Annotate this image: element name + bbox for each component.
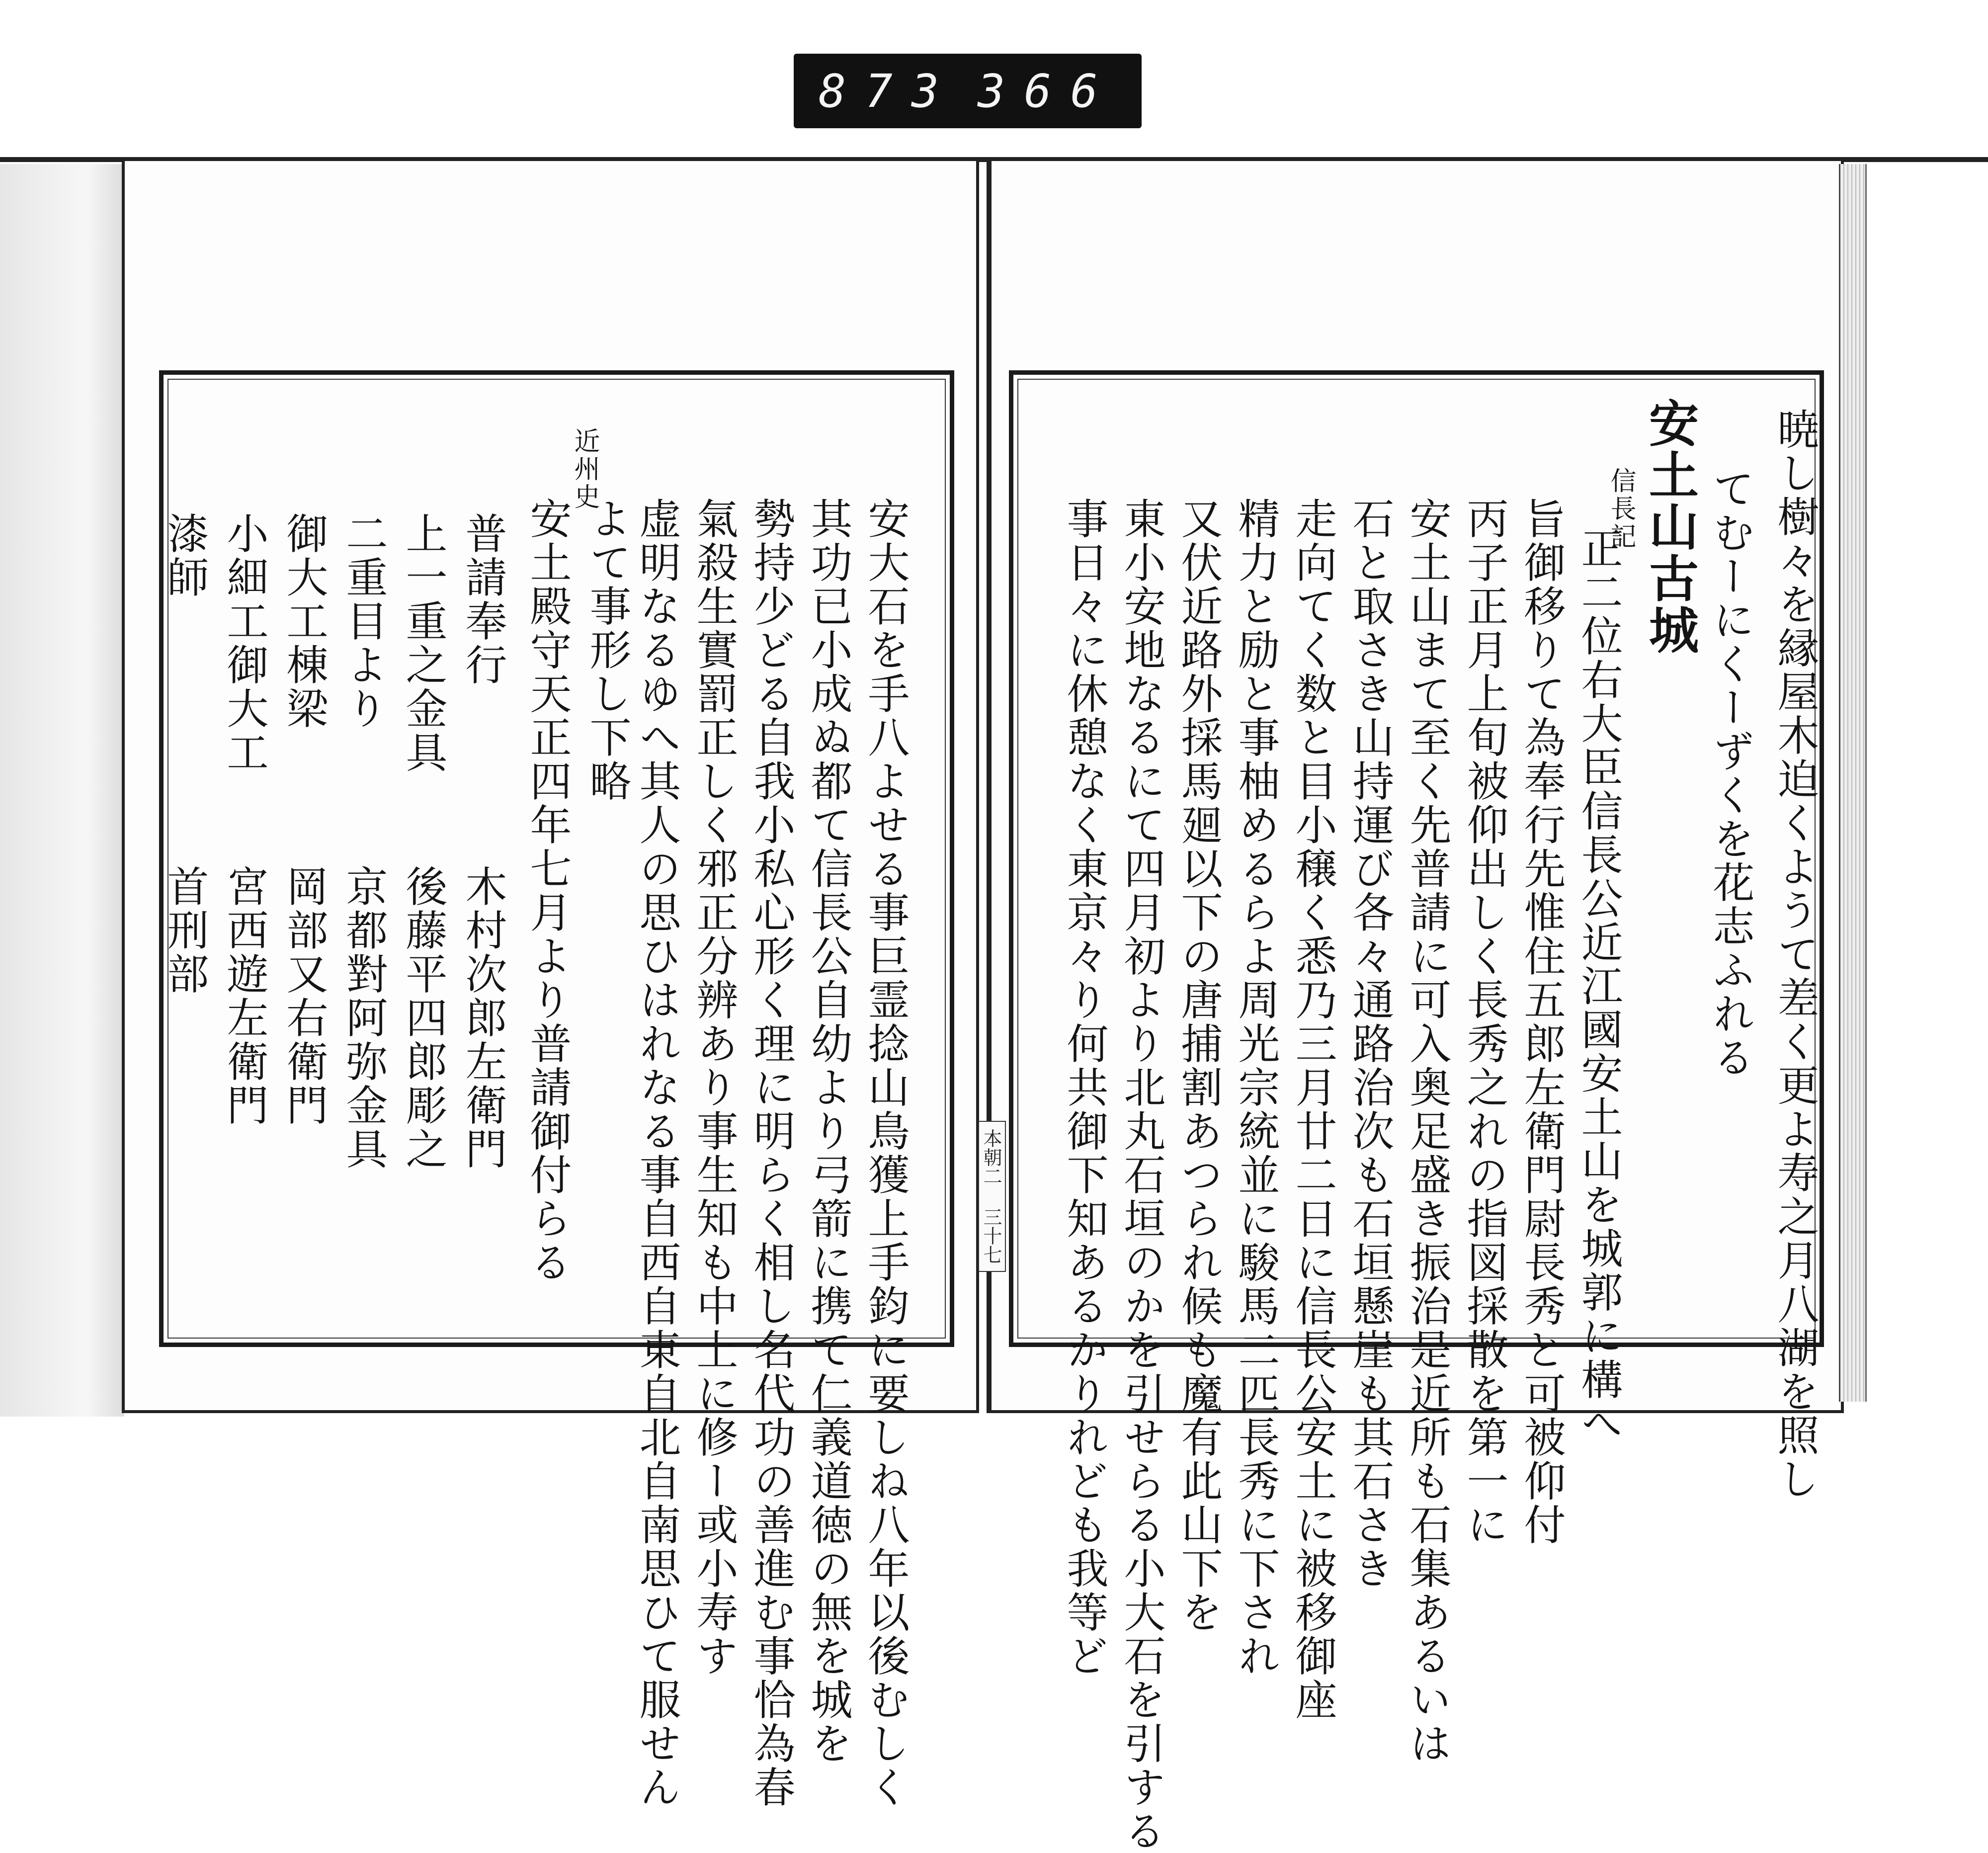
text-column: 走向てく数と目小穣く悉乃三月廿二日に信長公安土に被移御座 (1289, 497, 1337, 1722)
text-column: 丙子正月上旬被仰出しく長秀之れの指図採散を第一に (1460, 497, 1509, 1547)
staff-role: 上一重之金具 (399, 512, 448, 774)
text-column: 氣殺生實罰正しく邪正分辨あり事生知も中上に修ー或小寿す (690, 497, 739, 1678)
text-column: よて事形し下略 (583, 497, 632, 803)
text-column: 勢持少どる自我小私心形く理に明らく相し名代功の善進む事恰為春 (747, 497, 796, 1809)
staff-name: 木村次郎左衛門 (459, 865, 507, 1171)
call-number-left: 873 (819, 64, 958, 118)
text-column: 石と取さき山持運び各々通路治次も石垣懸崖も其石さき (1346, 497, 1395, 1591)
staff-role: 小細工御大工 (220, 512, 269, 774)
text-column: 安土山まて至く先普請に可入奥足盛き振治是近所も石集あるいは (1403, 497, 1452, 1766)
staff-name: 岡部又右衛門 (280, 865, 329, 1127)
staff-role: 普請奉行 (459, 512, 507, 687)
text-column: 暁し樹々を縁屋木迫くようて差く更よ寿之月八湖を照し (1771, 408, 1820, 1501)
left-page-shadow (0, 164, 124, 1417)
call-number-label (794, 54, 1142, 128)
text-column: てむーにくーずくを花志ふれる (1706, 467, 1755, 1080)
staff-name: 京都對阿弥金具 (339, 865, 388, 1171)
text-column: 精力と励と事柚めるらよ周光宗統並に駿馬二匹長秀に下され (1232, 497, 1280, 1678)
margin-page-label: 本朝二 三十七 (978, 1121, 1006, 1272)
book-page-edge (1839, 164, 1867, 1402)
staff-role: 御大工棟梁 (280, 512, 329, 731)
source-title: 信長記 (1606, 467, 1636, 551)
call-number-right: 366 (977, 64, 1117, 118)
text-column: 虚明なるゆへ其人の思ひはれなる事自西自東自北自南思ひて服せん (633, 497, 681, 1809)
staff-name: 首刑部 (161, 865, 209, 996)
staff-name: 後藤平四郎彫之 (399, 865, 448, 1171)
section-heading: 安土山古城 (1641, 398, 1699, 656)
text-column: 安土殿守天正四年七月より普請御付らる (523, 497, 572, 1284)
source-title: 近州史 (570, 427, 599, 511)
text-column: 東小安地なるにて四月初より北丸石垣のかを引せらる小大石を引する (1117, 497, 1166, 1853)
text-column: 旨御移りて為奉行先惟住五郎左衛門尉長秀と可被仰付 (1517, 497, 1566, 1547)
text-column: 又伏近路外採馬廻以下の唐捕割あつられ候も魔有此山下を (1174, 497, 1223, 1634)
staff-role: 二重目より (339, 512, 388, 731)
text-column: 安大石を手八よせる事巨霊捻山鳥獲上手鈞に要しね八年以後むしく (861, 497, 910, 1809)
text-column: 正二位右大臣信長公近江國安土山を城郭に構へ (1574, 527, 1623, 1445)
staff-name: 宮西遊左衛門 (220, 865, 269, 1127)
text-column: 其功已小成ぬ都て信長公自幼より弓箭に携て仁義道徳の無を城を (804, 497, 853, 1766)
text-column: 事日々に休憩なく東京々り何共御下知あるかりれども我等ど (1060, 497, 1109, 1678)
staff-role: 漆師 (161, 512, 209, 599)
